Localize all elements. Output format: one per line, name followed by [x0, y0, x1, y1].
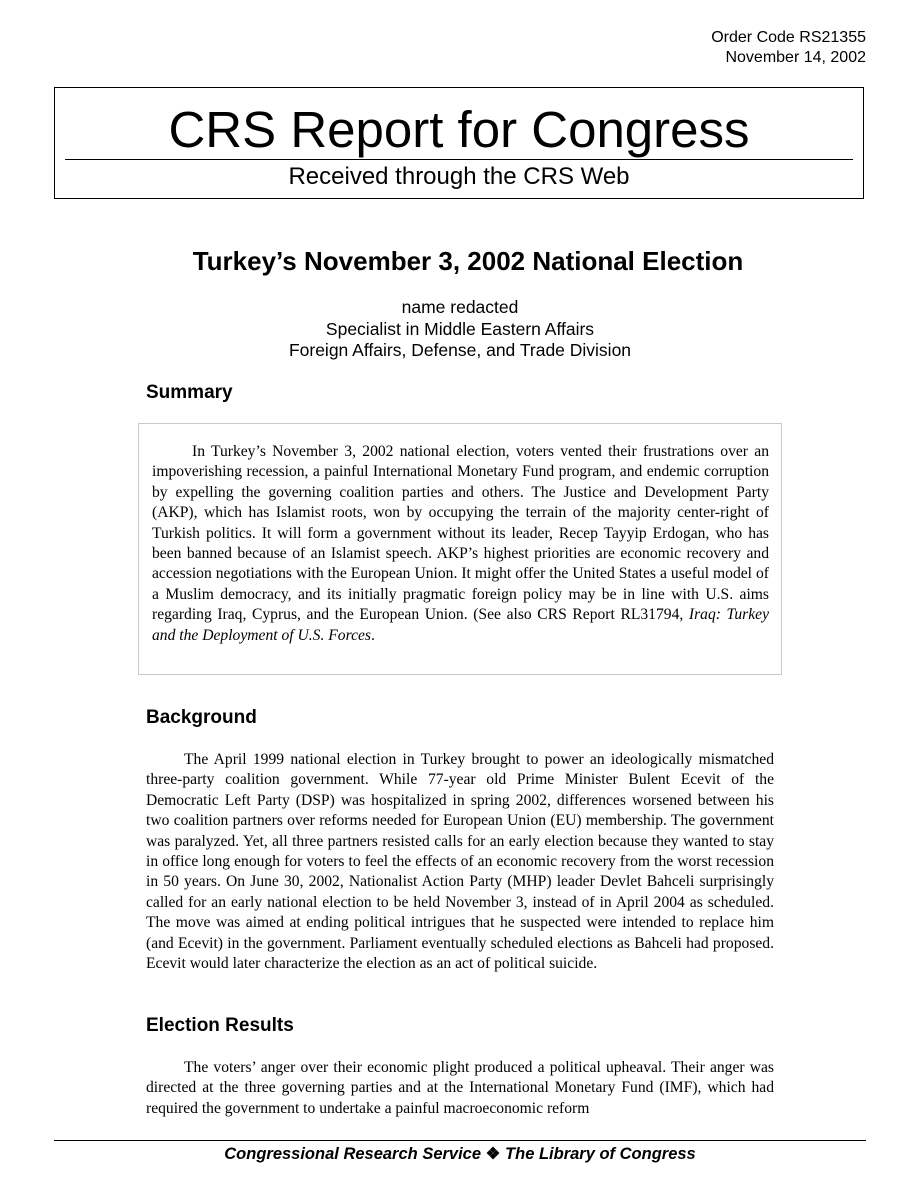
summary-reference-title: Iraq: Turkey and the Deployment of U.S. Forces	[152, 606, 769, 644]
author-name: name redacted	[401, 297, 519, 317]
summary-body: In Turkey’s November 3, 2002 national election, voters vented their frustrations over an impoverishing recession, a painful International Monetary Fund program, and endemic corruption by expelling the governing coalition parties and others. The Justice and Development Party (AKP), which has Islamist roots, won by occupying the terrain of the majority center-right of Turkish politics. It will form a government without its leader, Recep Tayyip Erdogan, who has been banned because of an Islamist speech. AKP’s highest priorities are economic recovery and accession negotiations with the European Union. It might offer the United States a useful model of a Muslim democracy, and its initially pragmatic foreign policy may be in line with U.S. aims regarding Iraq, Cyprus, and the European Union. (See also CRS Report RL31794,	[152, 443, 769, 624]
report-date: November 14, 2002	[725, 49, 866, 66]
author-role: Specialist in Middle Eastern Affairs	[325, 318, 595, 339]
footer-divider	[54, 1140, 866, 1141]
banner-title: CRS Report for Congress	[168, 101, 750, 158]
order-code: Order Code RS21355	[711, 29, 866, 46]
summary-heading: Summary	[146, 382, 233, 403]
footer	[0, 1143, 920, 1165]
background-paragraph: The April 1999 national election in Turkey brought to power an ideologically mismatched three-party coalition government. While 77-year old Prime Minister Bulent Ecevit of the Democratic Left Party (DSP) was hospitalized in spring 2002, differences worsened between his two coalition partners over reforms needed for European Union (EU) membership. The government was paralyzed. Yet, all three partners resisted calls for an early election because they wanted to stay in office long enough for voters to feel the effects of an economic recovery from the worst recession in 50 years. On June 30, 2002, Nationalist Action Party (MHP) leader Devlet Bahceli surprisingly called for an early national election to be held November 3, instead of in April 2004 as scheduled. The move was aimed at ending political intrigues that he suspected were intended to replace him (and Ecevit) in the government. Parliament eventually scheduled elections as Bahceli had proposed. Ecevit would later characterize the election as an act of political suicide.	[146, 751, 774, 973]
summary-box	[138, 423, 782, 675]
election-results-heading: Election Results	[146, 1015, 294, 1036]
summary-text	[152, 442, 769, 646]
summary-reference-end: .	[370, 626, 375, 644]
author-division: Foreign Affairs, Defense, and Trade Division	[288, 340, 632, 360]
diamond-icon: ❖	[485, 1145, 501, 1163]
author-block	[0, 297, 920, 362]
election-results-paragraph: The voters’ anger over their economic plight produced a political upheaval. Their anger was directed at the three governing parties and at the International Monetary Fund (IMF), which had required the government to undertake a painful macroeconomic reform	[146, 1059, 774, 1117]
order-info	[711, 28, 866, 68]
banner-divider	[65, 159, 853, 160]
footer-left: Congressional Research Service	[224, 1145, 482, 1163]
banner-subtitle: Received through the CRS Web	[288, 163, 630, 190]
footer-right: The Library of Congress	[505, 1145, 696, 1163]
document-title: Turkey’s November 3, 2002 National Election	[192, 246, 744, 276]
report-banner	[54, 87, 864, 199]
background-heading: Background	[146, 707, 257, 728]
